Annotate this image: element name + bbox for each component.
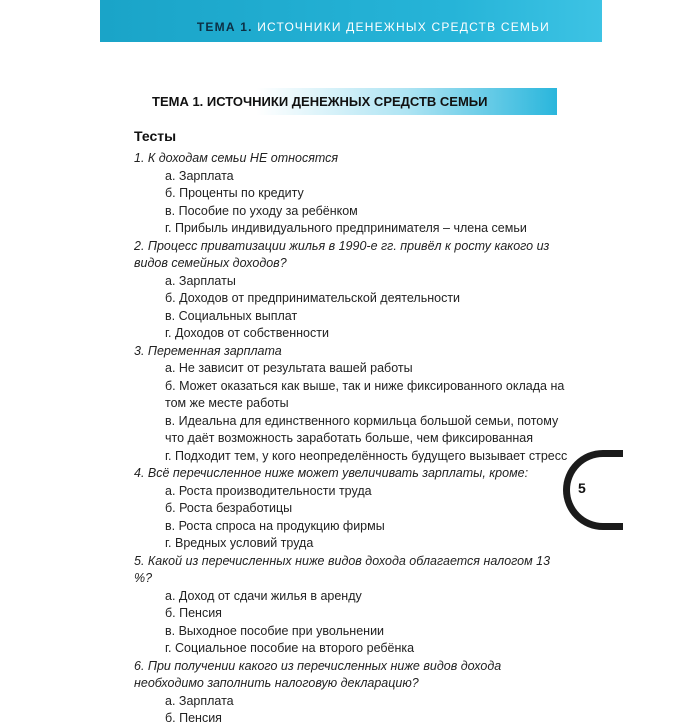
running-header-number: ТЕМА 1. xyxy=(196,20,253,34)
question-5-option-c: в. Выходное пособие при увольнении xyxy=(165,623,385,638)
question-2-option-b: б. Доходов от предпринимательской деятельности xyxy=(165,291,461,305)
running-header-title: ИСТОЧНИКИ ДЕНЕЖНЫХ СРЕДСТВ СЕМЬИ xyxy=(257,20,550,34)
question-1-option-b: б. Проценты по кредиту xyxy=(165,186,304,200)
chapter-title: ТЕМА 1. ИСТОЧНИКИ ДЕНЕЖНЫХ СРЕДСТВ СЕМЬИ xyxy=(152,94,488,109)
chapter-title-band xyxy=(128,88,557,115)
running-header-band xyxy=(100,0,602,42)
question-5-option-a: а. Доход от сдачи жилья в аренду xyxy=(165,588,362,603)
section-heading: Тесты xyxy=(134,128,177,144)
question-3-option-d: г. Подходит тем, у кого неопределённость будущего вызывает стресс xyxy=(165,448,568,463)
test-questions xyxy=(0,150,700,728)
question-2-option-a: а. Зарплаты xyxy=(165,273,236,288)
page-number: 5 xyxy=(578,480,586,496)
question-2: 2. Процесс приватизации жилья в 1990-е гг. привёл к росту какого из видов семейных доходов? xyxy=(134,238,550,270)
question-3-option-b: б. Может оказаться как выше, так и ниже фиксированного оклада на том же месте работы xyxy=(165,378,565,410)
question-5-option-b: б. Пенсия xyxy=(165,606,222,620)
question-6-option-a: а. Зарплата xyxy=(165,693,234,708)
question-2-option-d: г. Доходов от собственности xyxy=(165,326,329,340)
question-3: 3. Переменная зарплата xyxy=(134,343,282,358)
question-4: 4. Всё перечисленное ниже может увеличивать зарплаты, кроме: xyxy=(134,466,529,480)
question-1: 1. К доходам семьи НЕ относятся xyxy=(134,151,339,165)
question-5-option-d: г. Социальное пособие на второго ребёнка xyxy=(165,641,415,655)
question-4-option-d: г. Вредных условий труда xyxy=(165,536,314,550)
question-1-option-c: в. Пособие по уходу за ребёнком xyxy=(165,203,358,218)
question-4-option-b: б. Роста безработицы xyxy=(165,501,293,515)
question-1-option-d: г. Прибыль индивидуального предпринимателя – члена семьи xyxy=(165,221,527,235)
question-2-option-c: в. Социальных выплат xyxy=(165,308,298,323)
question-3-option-c: в. Идеальна для единственного кормильца большой семьи, потому что даёт возможность заработать больше, чем фиксированная xyxy=(165,413,559,445)
question-6: 6. При получении какого из перечисленных ниже видов дохода необходимо заполнить налоговую декларацию? xyxy=(134,658,502,690)
question-1-option-a: а. Зарплата xyxy=(165,168,234,183)
question-6-option-b: б. Пенсия xyxy=(165,711,222,725)
question-5: 5. Какой из перечисленных ниже видов дохода облагается налогом 13 %? xyxy=(134,553,551,585)
question-4-option-a: а. Роста производительности труда xyxy=(165,483,372,498)
question-4-option-c: в. Роста спроса на продукцию фирмы xyxy=(165,518,385,533)
running-header xyxy=(197,20,550,34)
question-3-option-a: а. Не зависит от результата вашей работы xyxy=(165,361,413,375)
